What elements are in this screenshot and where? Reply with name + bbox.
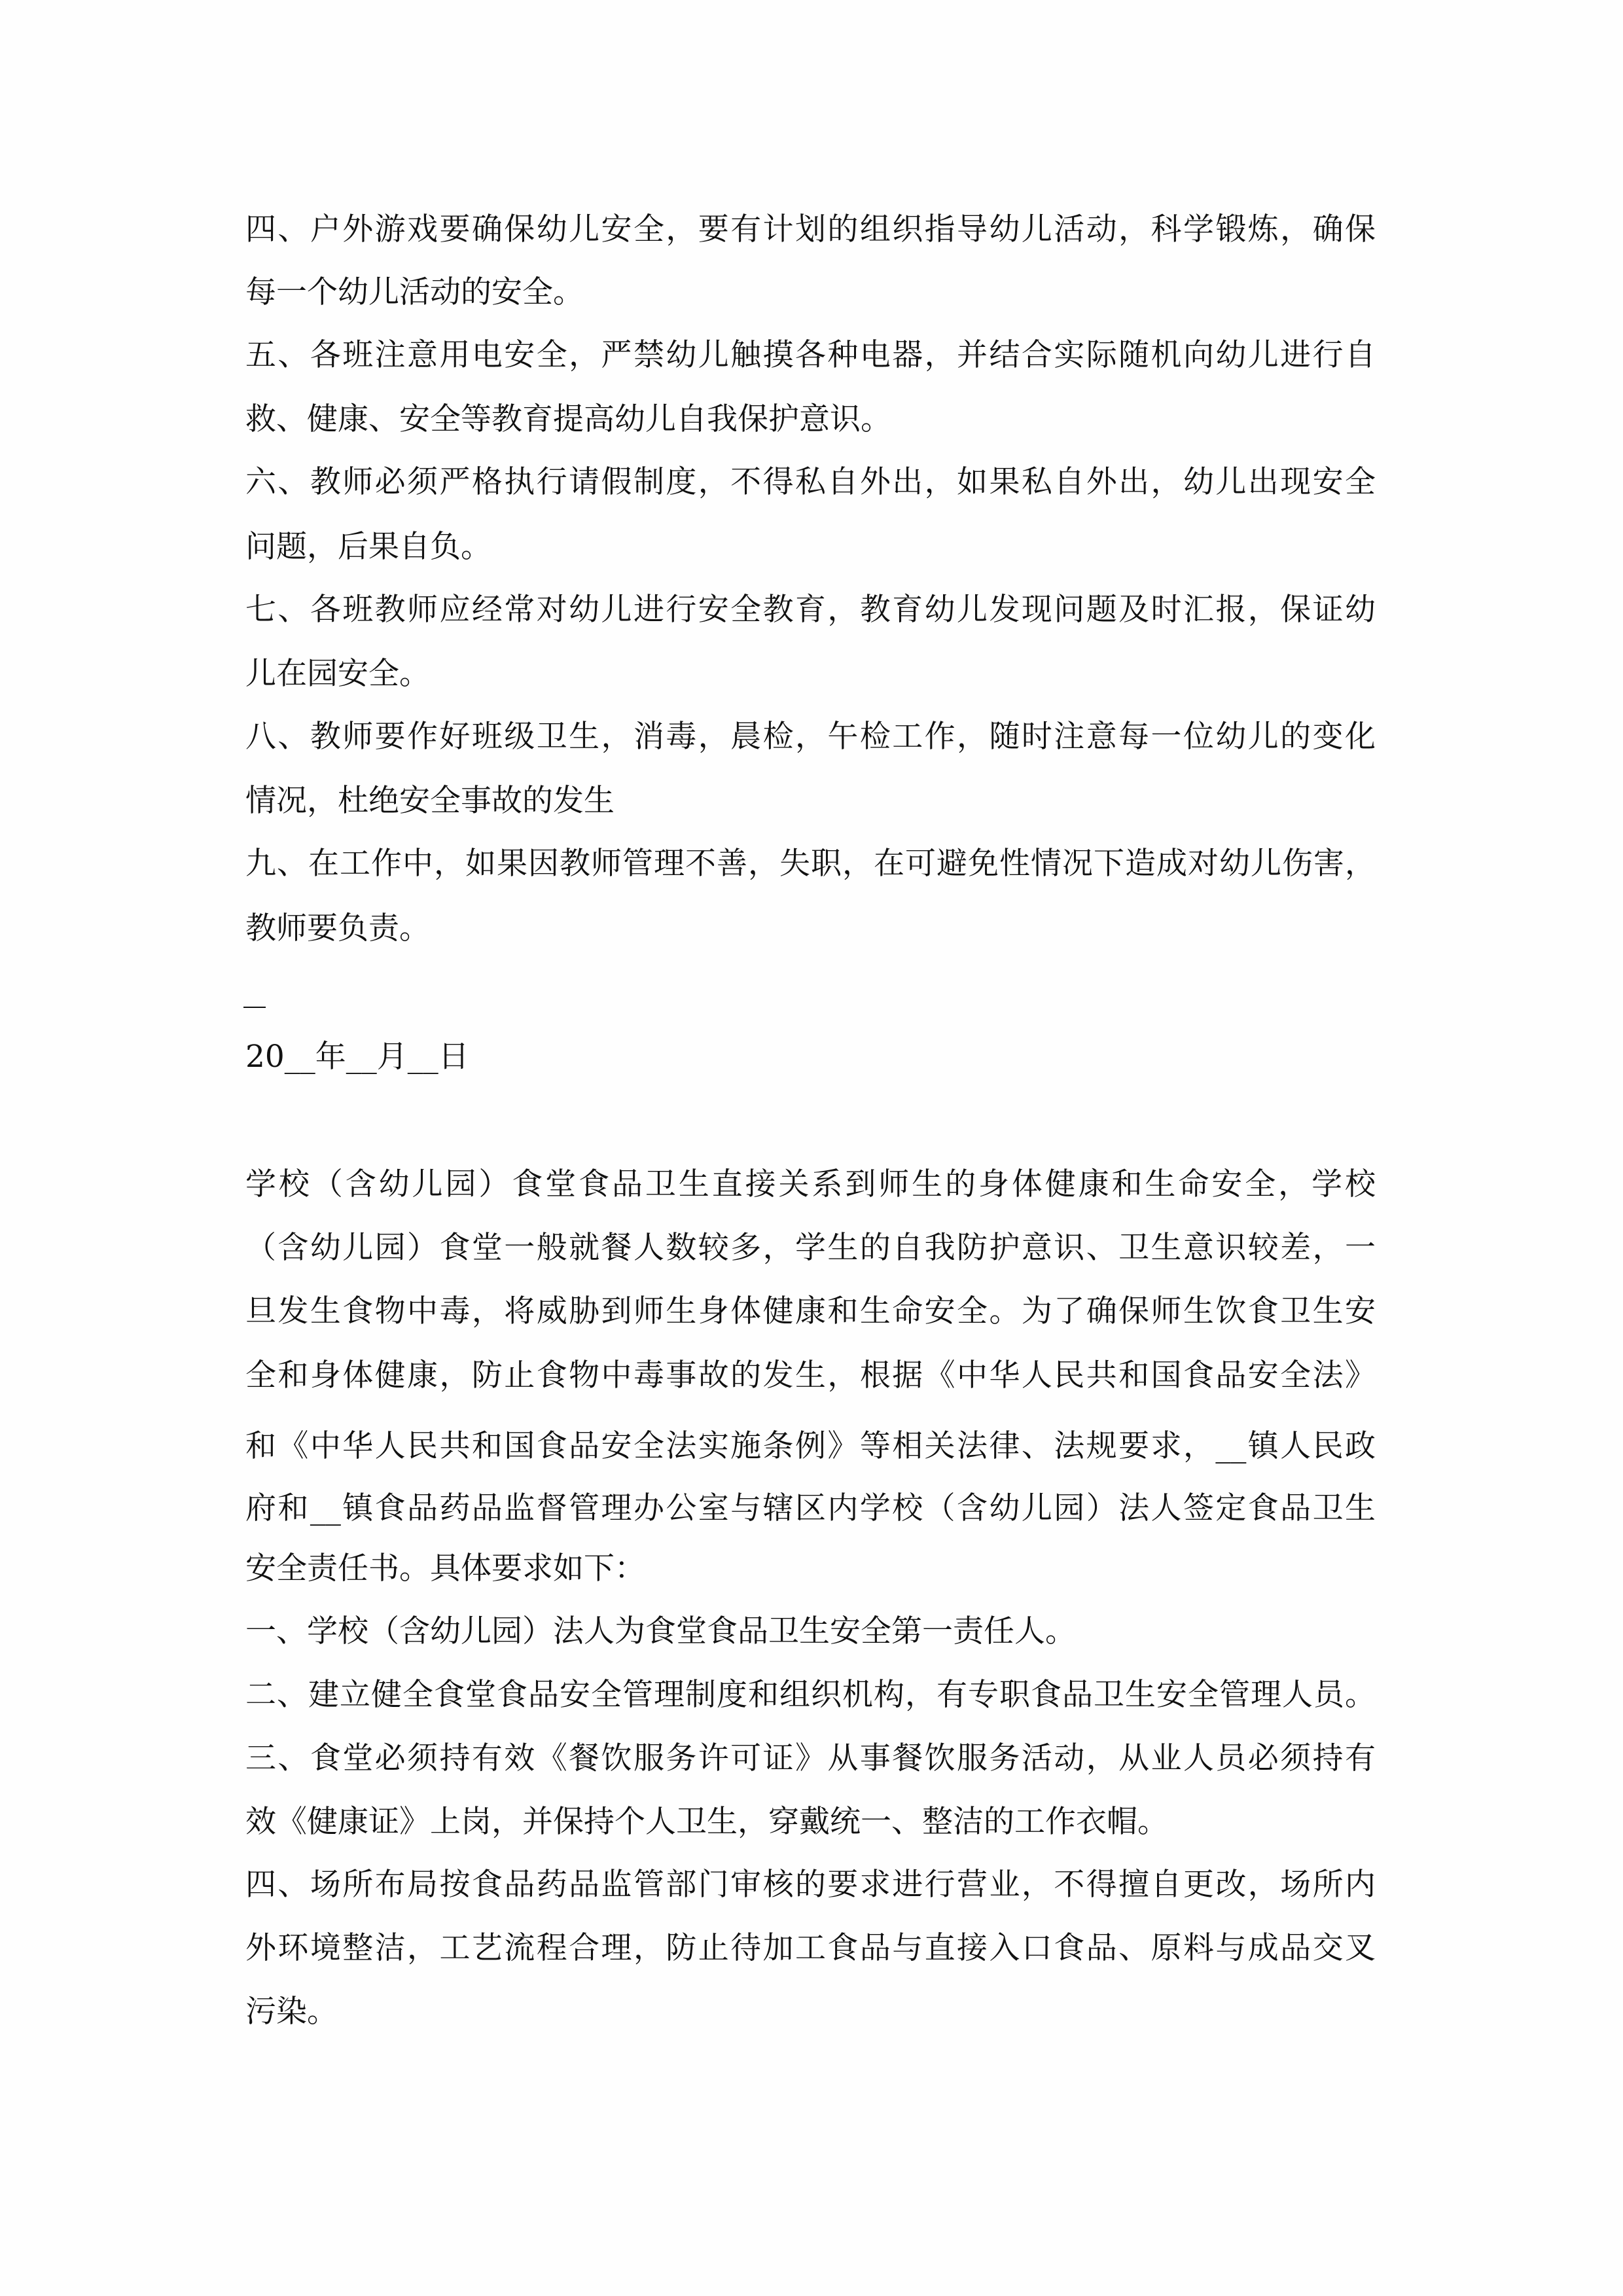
text-line: 每一个幼儿活动的安全。	[245, 274, 584, 310]
text-line: 四、场所布局按食品药品监管部门审核的要求进行营业，不得擅自更改，场所内	[245, 1867, 1376, 1903]
text-line: 学校（含幼儿园）食堂食品卫生直接关系到师生的身体健康和生命安全，学校	[245, 1166, 1376, 1202]
text-line: 外环境整洁，工艺流程合理，防止待加工食品与直接入口食品、原料与成品交叉	[245, 1930, 1376, 1966]
text-line: 二、建立健全食堂食品安全管理制度和组织机构，有专职食品卫生安全管理人员。	[245, 1677, 1376, 1713]
text-line: 旦发生食物中毒，将威胁到师生身体健康和生命安全。为了确保师生饮食卫生安	[245, 1293, 1376, 1329]
text-line: （含幼儿园）食堂一般就餐人数较多，学生的自我防护意识、卫生意识较差，一	[245, 1230, 1376, 1266]
text-line: 六、教师必须严格执行请假制度，不得私自外出，如果私自外出，幼儿出现安全	[245, 464, 1376, 500]
text-line: 情况，杜绝安全事故的发生	[245, 783, 615, 819]
text-line: 四、户外游戏要确保幼儿安全，要有计划的组织指导幼儿活动，科学锻炼，确保	[245, 211, 1376, 247]
text-line: 安全责任书。具体要求如下：	[245, 1551, 645, 1587]
text-line: 效《健康证》上岗，并保持个人卫生，穿戴统一、整洁的工作衣帽。	[245, 1804, 1168, 1840]
text-line: 一、学校（含幼儿园）法人为食堂食品卫生安全第一责任人。	[245, 1613, 1076, 1649]
text-line: 五、各班注意用电安全，严禁幼儿触摸各种电器，并结合实际随机向幼儿进行自	[245, 337, 1376, 373]
signature-blank-line	[243, 1007, 266, 1008]
text-line: 和《中华人民共和国食品安全法实施条例》等相关法律、法规要求，__镇人民政	[245, 1428, 1376, 1464]
text-line: 三、食堂必须持有效《餐饮服务许可证》从事餐饮服务活动，从业人员必须持有	[245, 1740, 1376, 1776]
text-line: 全和身体健康，防止食物中毒事故的发生，根据《中华人民共和国食品安全法》	[245, 1357, 1376, 1393]
text-line: 九、在工作中，如果因教师管理不善，失职，在可避免性情况下造成对幼儿伤害，	[245, 846, 1376, 882]
text-line: 儿在园安全。	[245, 656, 430, 692]
text-line: 八、教师要作好班级卫生，消毒，晨检，午检工作，随时注意每一位幼儿的变化	[245, 719, 1376, 755]
text-line: 问题，后果自负。	[245, 529, 491, 565]
date-line: 20__年__月__日	[245, 1039, 469, 1075]
text-line: 救、健康、安全等教育提高幼儿自我保护意识。	[245, 401, 891, 437]
text-line: 七、各班教师应经常对幼儿进行安全教育，教育幼儿发现问题及时汇报，保证幼	[245, 592, 1376, 628]
text-line: 府和__镇食品药品监督管理办公室与辖区内学校（含幼儿园）法人签定食品卫生	[245, 1490, 1376, 1526]
text-line: 教师要负责。	[245, 910, 430, 946]
text-line: 污染。	[245, 1994, 338, 2030]
